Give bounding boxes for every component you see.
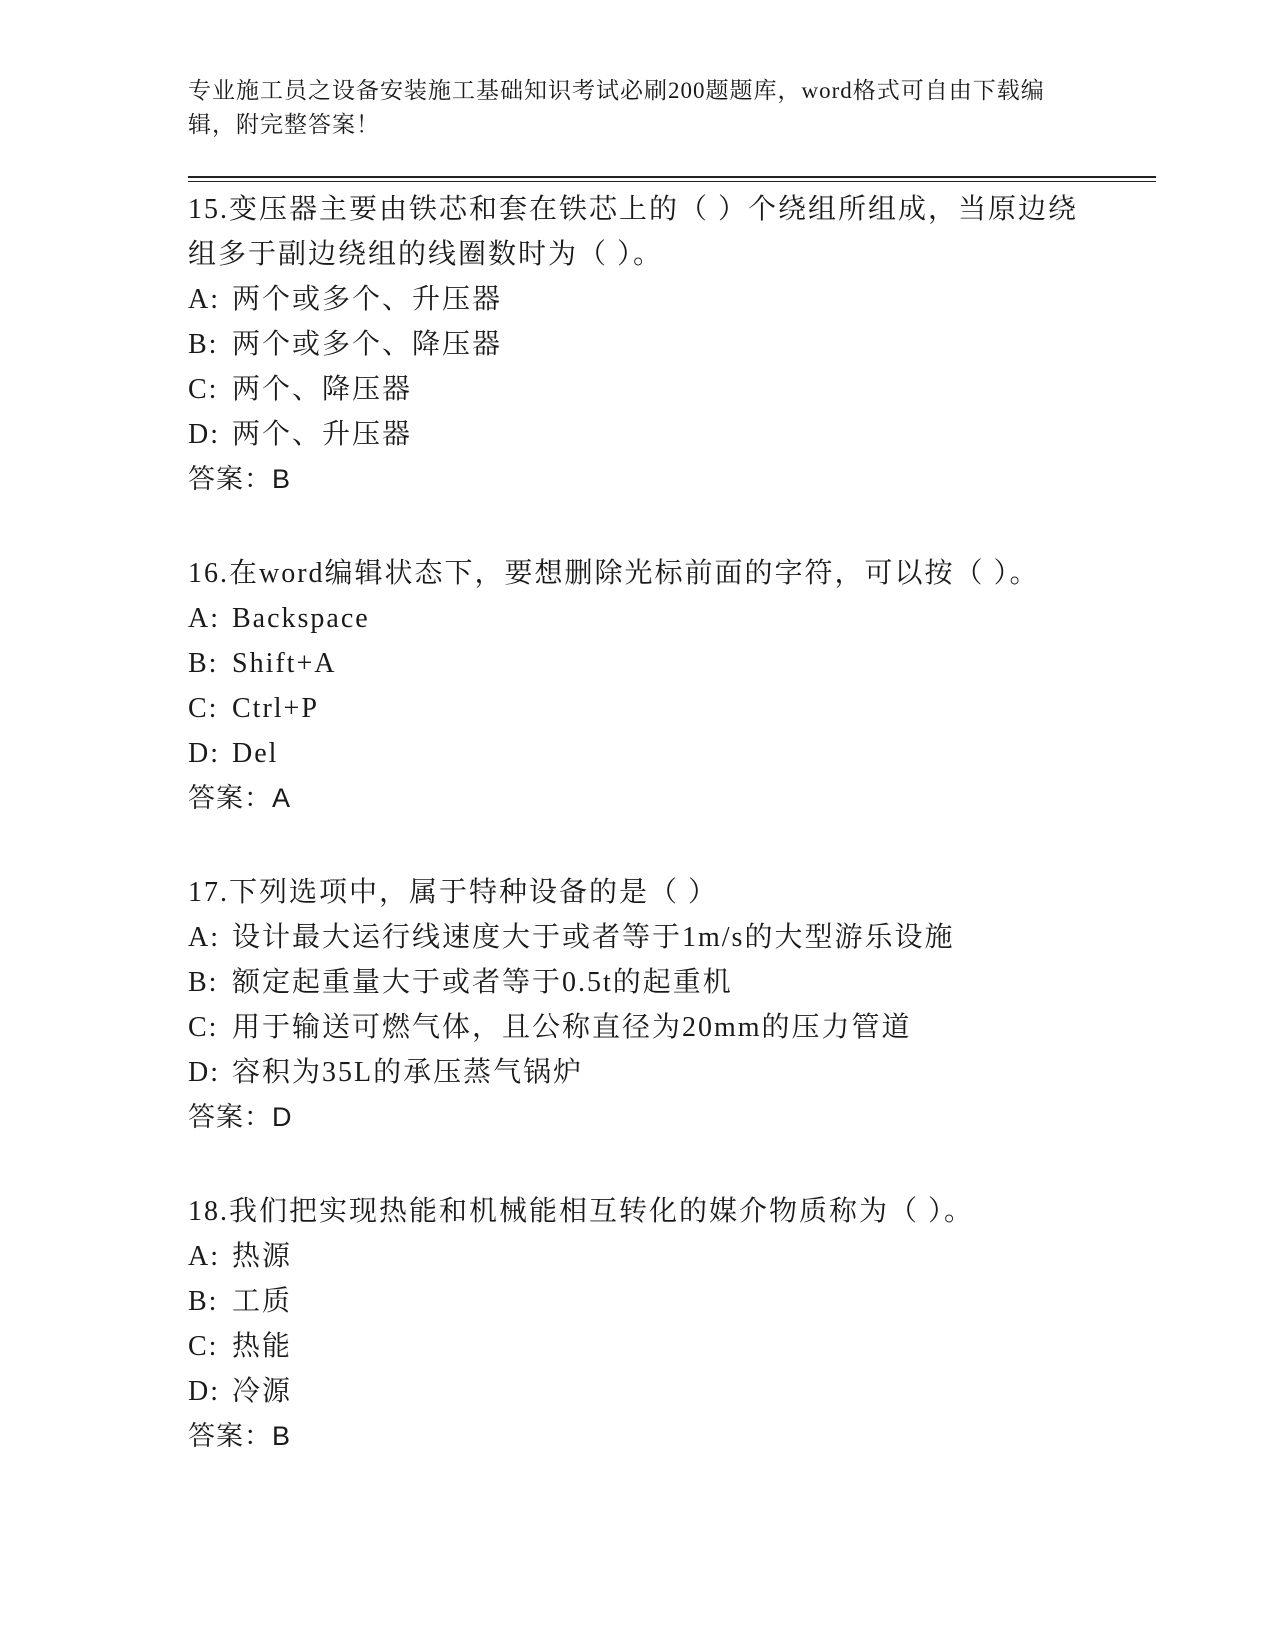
option-text: 设计最大运行线速度大于或者等于1m/s的大型游乐设施 bbox=[232, 922, 955, 953]
option-letter: A: bbox=[188, 922, 220, 953]
option-c bbox=[188, 1324, 1088, 1369]
answer-label: 答案： bbox=[188, 783, 272, 813]
option-letter: D: bbox=[188, 419, 220, 450]
answer-line bbox=[188, 776, 1088, 821]
answer-label: 答案： bbox=[188, 1102, 272, 1132]
option-text: 两个、升压器 bbox=[232, 419, 413, 450]
option-b bbox=[188, 960, 1088, 1005]
header-divider bbox=[188, 176, 1156, 178]
answer-value: D bbox=[272, 1102, 293, 1132]
question-stem: 15.变压器主要由铁芯和套在铁芯上的（ ）个绕组所组成，当原边绕组多于副边绕组的线圈数时为（ ）。 bbox=[188, 194, 1079, 270]
answer-line bbox=[188, 457, 1088, 502]
question-stem: 18.我们把实现热能和机械能相互转化的媒介物质称为（ ）。 bbox=[188, 1196, 975, 1227]
question-stem: 16.在word编辑状态下，要想删除光标前面的字符，可以按（ ）。 bbox=[188, 558, 1040, 589]
option-letter: B: bbox=[188, 329, 219, 360]
option-letter: C: bbox=[188, 374, 219, 405]
question-15 bbox=[188, 187, 1088, 502]
option-a bbox=[188, 1234, 1088, 1279]
answer-value: A bbox=[272, 783, 292, 813]
option-text: 工质 bbox=[232, 1286, 293, 1317]
option-c bbox=[188, 1005, 1088, 1050]
option-b bbox=[188, 1279, 1088, 1324]
answer-value: B bbox=[272, 464, 292, 494]
option-letter: D: bbox=[188, 1057, 220, 1088]
answer-line bbox=[188, 1414, 1088, 1459]
answer-value: B bbox=[272, 1421, 292, 1451]
question-16 bbox=[188, 551, 1088, 821]
option-a bbox=[188, 277, 1088, 322]
option-text: Del bbox=[232, 738, 279, 769]
answer-line bbox=[188, 1095, 1088, 1140]
answer-label: 答案： bbox=[188, 464, 272, 494]
option-letter: A: bbox=[188, 603, 220, 634]
option-letter: C: bbox=[188, 1012, 219, 1043]
option-letter: D: bbox=[188, 738, 220, 769]
question-stem: 17.下列选项中，属于特种设备的是（ ） bbox=[188, 877, 719, 908]
option-b bbox=[188, 641, 1088, 686]
option-d bbox=[188, 412, 1088, 457]
option-d bbox=[188, 1369, 1088, 1414]
option-d bbox=[188, 731, 1088, 776]
option-text: 两个或多个、降压器 bbox=[232, 329, 503, 360]
option-text: 容积为35L的承压蒸气锅炉 bbox=[232, 1057, 584, 1088]
option-text: 热能 bbox=[232, 1331, 293, 1362]
option-text: 热源 bbox=[232, 1241, 293, 1272]
option-letter: C: bbox=[188, 693, 219, 724]
option-c bbox=[188, 367, 1088, 412]
option-text: Ctrl+P bbox=[232, 693, 319, 724]
option-text: 额定起重量大于或者等于0.5t的起重机 bbox=[232, 967, 733, 998]
answer-label: 答案： bbox=[188, 1421, 272, 1451]
option-a bbox=[188, 596, 1088, 641]
option-letter: A: bbox=[188, 1241, 220, 1272]
option-letter: B: bbox=[188, 648, 219, 679]
option-letter: B: bbox=[188, 1286, 219, 1317]
option-text: Backspace bbox=[232, 603, 370, 634]
option-text: 冷源 bbox=[232, 1376, 293, 1407]
option-d bbox=[188, 1050, 1088, 1095]
option-a bbox=[188, 915, 1088, 960]
option-text: 两个、降压器 bbox=[232, 374, 413, 405]
question-17 bbox=[188, 870, 1088, 1140]
option-text: 用于输送可燃气体，且公称直径为20mm的压力管道 bbox=[232, 1012, 912, 1043]
option-letter: D: bbox=[188, 1376, 220, 1407]
option-letter: C: bbox=[188, 1331, 219, 1362]
option-text: 两个或多个、升压器 bbox=[232, 284, 503, 315]
option-c bbox=[188, 686, 1088, 731]
document-header: 专业施工员之设备安装施工基础知识考试必刷200题题库，word格式可自由下载编辑，附完整答案！ bbox=[188, 78, 1045, 137]
header-divider-thin bbox=[188, 181, 1156, 182]
option-b bbox=[188, 322, 1088, 367]
question-18 bbox=[188, 1189, 1088, 1459]
option-letter: B: bbox=[188, 967, 219, 998]
option-letter: A: bbox=[188, 284, 220, 315]
option-text: Shift+A bbox=[232, 648, 337, 679]
